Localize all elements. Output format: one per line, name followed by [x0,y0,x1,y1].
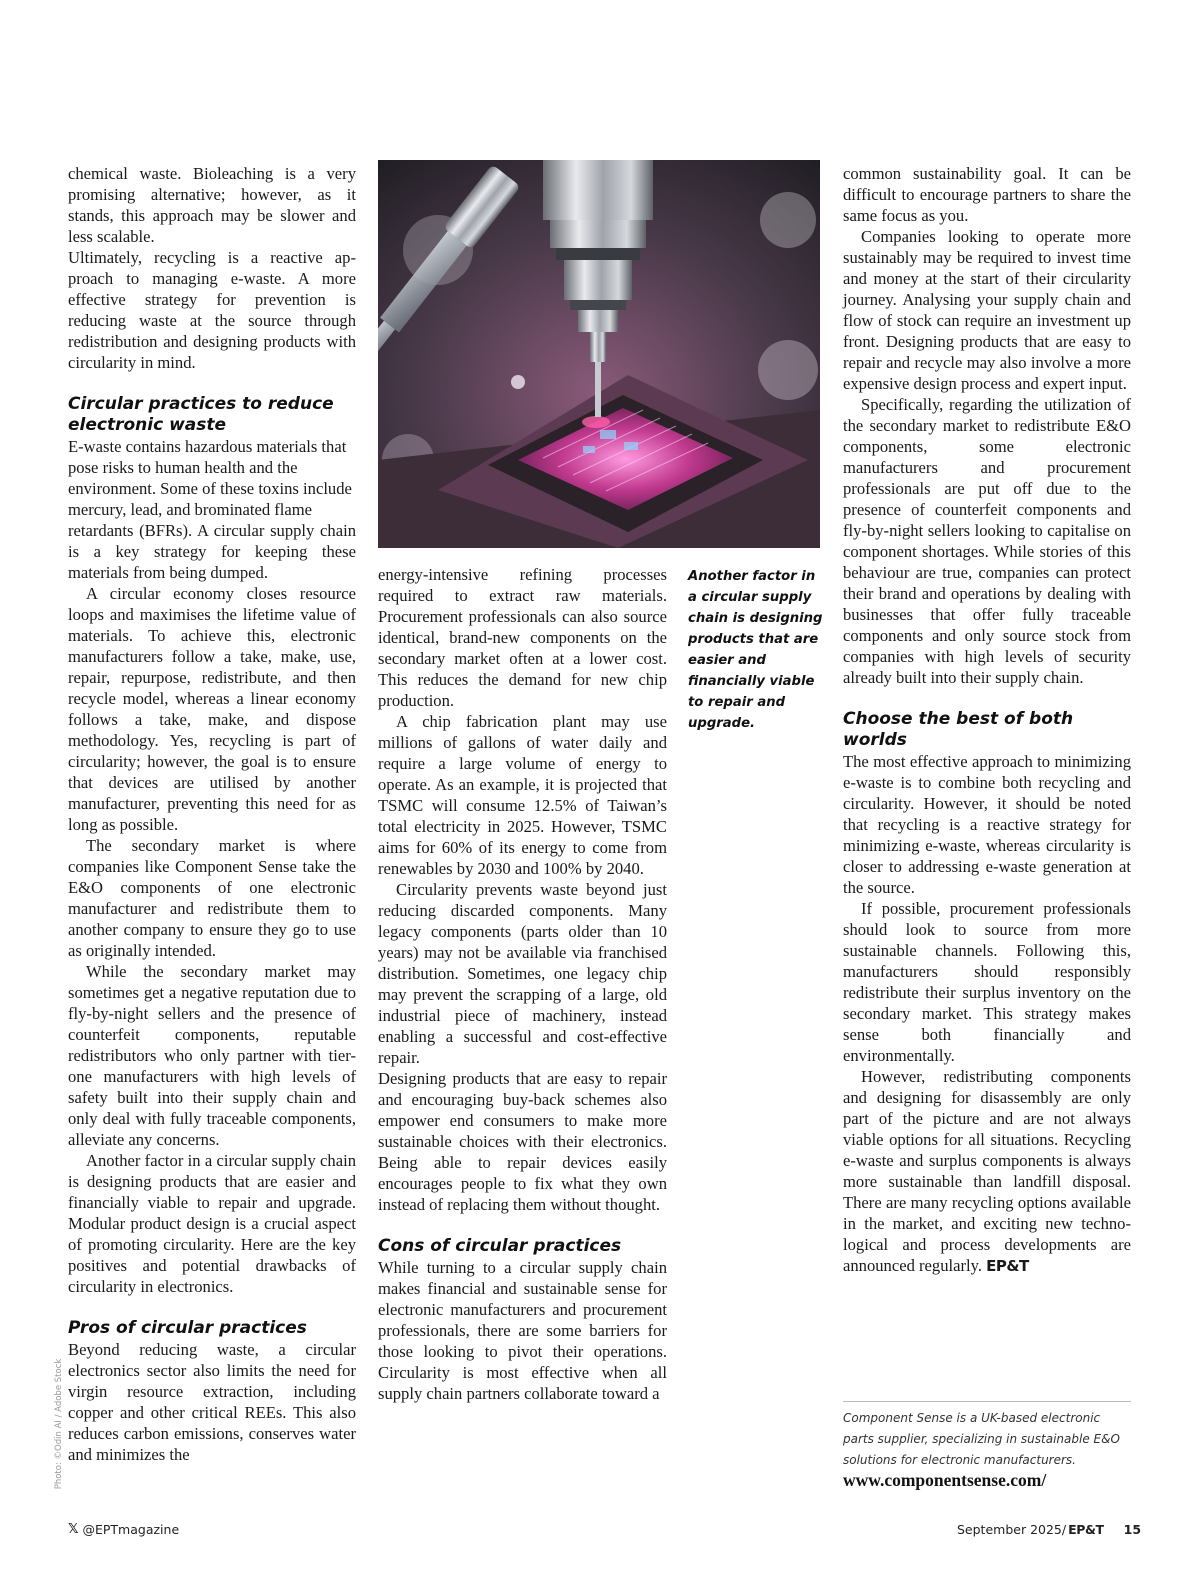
chip-pipette-illustration [378,160,820,548]
paragraph: common sustainability goal. It can be difficult to encourage partners to share the same focus as you. [843,164,1131,225]
section-heading: Choose the best of both worlds [843,709,1074,750]
article-column-2 [378,564,667,1404]
paragraph-text: However, redistributing components and designing for disassembly are only part of the picture and are not always viable options for all situations. Recycling e-waste and surplus components is always more sustainable than landfill disposal. There are many recycling options available in the market, and exciting new technological and process developments are announced regularly. [843,1067,1131,1275]
bio-divider [843,1401,1131,1402]
paragraph: If possible, procurement professionals should look to source from more sustainable channels. Following this, manufacturers should responsibly redistribute their surplus inventory on the secondary market. This strategy makes sense both financially and environmentally. [843,899,1131,1065]
magazine-brand: EP&T [1068,1522,1104,1537]
x-logo-icon: 𝕏 [68,1522,79,1537]
issue-date: September 2025/ [957,1522,1067,1537]
paragraph: retardants (BFRs). A circular supply chain is a key strategy for keeping these materials from being dumped. [68,521,356,582]
page-number: 15 [1123,1522,1142,1537]
section-heading: Cons of circular practices [378,1236,622,1256]
article-column-3 [843,163,1131,1277]
footer-social[interactable] [68,1522,179,1537]
end-mark-logo: EP&T [986,1257,1029,1275]
paragraph: Another factor in a circular supply chain is designing products that are easier and financially viable to repair and upgrade. Modular product design is a crucial aspect of promoting circularity. Here are the key positives and potential drawbacks of circularity in electronics. [68,1151,356,1296]
paragraph: Designing products that are easy to repair and encouraging buy-back schemes also empower end consumers to make more sustainable choices with their electronics. Being able to repair devices easily encourages people to fix what they own instead of replacing them without thought. [378,1069,667,1214]
paragraph: Specifically, regarding the utilization of the secondary market to redistribute E&O components, some electronic manufacturers and procurement professionals are put off due to the presence of counterfeit components and fly-by-night sellers looking to capitalise on component shortages. While stories of this behaviour are true, companies can protect their brand and operations by dealing with businesses that offer fully traceable components and only source stock from companies with high levels of security already built into their supply chain. [843,395,1131,687]
article-column-1 [68,163,356,1465]
section-heading: Circular practices to reduce electronic waste [68,394,334,435]
pull-quote: Another factor in a circular supply chain is designing products that are easier and financially viable to repair and upgrade. [688,569,823,731]
paragraph: The most effective approach to minimizing e-waste is to combine both recycling and circularity. However, it should be noted that recycling is a reactive strategy for minimizing e-waste, whereas circularity is closer to addressing e-waste generation at the source. [843,752,1131,897]
paragraph: A circular economy closes resource loops and maximises the lifetime value of materials. To achieve this, electronic manufacturers follow a take, make, use, repair, repurpose, redistribute, and then recycle model, whereas a linear economy follows a take, make, and dispose methodology. Yes, recycling is part of circularity; however, the goal is to ensure that devices are utilised by another manufacturer, preventing this need for as long as possible. [68,584,356,834]
paragraph: While the secondary market may sometimes get a negative reputation due to fly-by-night sellers and the presence of counterfeit components, reputable redistributors who only partner with tier-one manufacturers with high levels of safety built into their supply chain and only deal with fully traceable components, alleviate any concerns. [68,962,356,1149]
paragraph: A chip fabrication plant may use millions of gallons of water daily and require a large volume of energy to operate. As an example, it is projected that TSMC will consume 12.5% of Taiwan’s total electricity in 2025. However, TSMC aims for 60% of its energy to come from renewables by 2030 and 100% by 2040. [378,712,667,878]
paragraph: Ultimately, recycling is a reactive approach to managing e-waste. A more effective strategy for prevention is reducing waste at the source through redistribution and designing products with circularity in mind. [68,248,356,372]
paragraph: Circularity prevents waste beyond just reducing discarded components. Many legacy components (parts older than 10 years) may not be available via franchised distribution. Sometimes, one legacy chip may prevent the scrapping of a large, old industrial piece of machinery, instead enabling a successful and cost-effective repair. [378,880,667,1067]
paragraph [843,1066,1131,1277]
paragraph: The secondary market is where companies like Component Sense take the E&O components of one electronic manufacturer and redistribute them to another company to ensure they go to use as originally intended. [68,836,356,960]
author-bio: Component Sense is a UK-based electronic parts supplier, specializing in sustainable E&O solutions for electronic manufacturers. [843,1411,1120,1467]
photo-credit [46,1354,64,1500]
paragraph: While turning to a circular supply chain makes financial and sustainable sense for electronic manufacturers and procurement professionals, there are some barriers for those looking to pivot their operations. Circularity is most effective when all supply chain partners collaborate toward a [378,1258,667,1403]
paragraph: chemical waste. Bioleaching is a very promising alternative; however, as it stands, this approach may be slower and less scalable. [68,164,356,246]
photo-credit-text: Photo: ©Odin AI / Adobe Stock [54,1358,64,1490]
paragraph: energy-intensive refining processes required to extract raw materials. Procurement professionals can also source identical, brand-new components on the secondary market often at a lower cost. This reduces the demand for new chip production. [378,565,667,710]
paragraph: Beyond reducing waste, a circular electronics sector also limits the need for virgin resource extraction, including copper and other critical REEs. This also reduces carbon emissions, conserves water and minimizes the [68,1340,356,1464]
bio-link[interactable]: www.componentsense.com/ [843,1470,1047,1490]
article-photo [378,160,820,548]
folio [957,1522,1141,1537]
social-handle: @EPTmagazine [82,1522,180,1537]
section-heading: Pros of circular practices [68,1318,307,1338]
paragraph: E-waste contains hazardous materials that pose risks to human health and the environment. Some of these toxins include mercury, lead, and brominated flame [68,437,352,519]
paragraph: Companies looking to operate more sustainably may be required to invest time and money at the start of their circularity journey. Analysing your supply chain and flow of stock can require an investment up front. Designing products that are easy to repair and recycle may also involve a more expensive design process and expert input. [843,227,1131,393]
